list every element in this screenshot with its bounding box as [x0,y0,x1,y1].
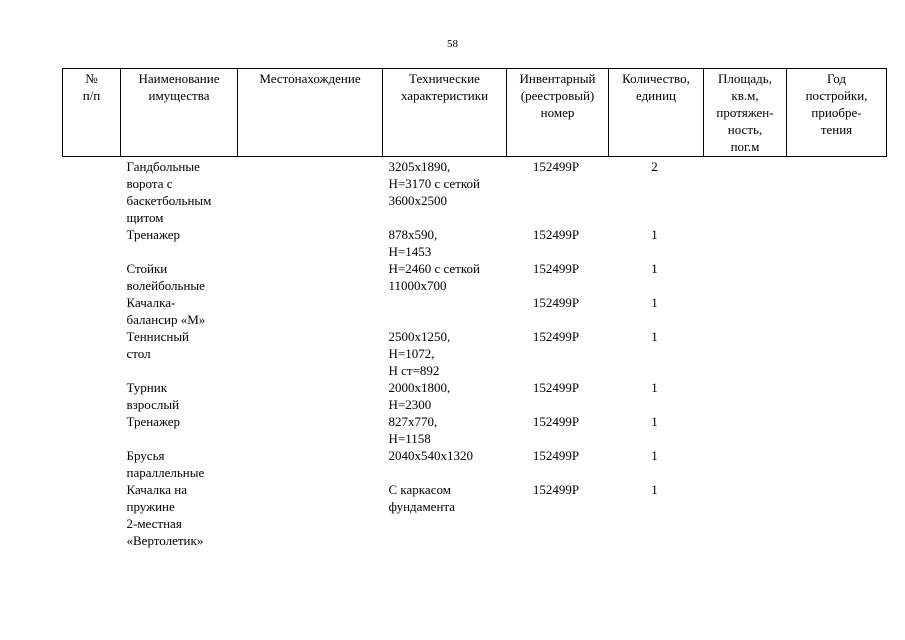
cell-location [238,328,383,379]
cell-location [238,447,383,481]
cell-area [704,379,787,413]
cell-number [63,294,121,328]
cell-quantity: 2 [651,159,658,174]
cell-specs: 878x590, H=1453 [388,227,438,259]
cell-number [63,157,121,227]
cell-inventory: 152499Р [532,159,580,174]
table-header-row [63,69,887,157]
cell-name: Стойки волейбольные [126,261,205,293]
cell-location [238,157,383,227]
header-area: Площадь, кв.м, протяжен- ность, пог.м [704,69,787,157]
table-row [63,379,887,413]
cell-year [787,379,887,413]
cell-year [787,481,887,549]
cell-name: Гандбольные ворота с баскетбольным щитом [126,159,212,225]
table-row [63,260,887,294]
cell-year [787,328,887,379]
property-table [62,68,887,549]
cell-name: Качалка- балансир «М» [126,295,206,327]
header-number: № п/п [63,69,121,157]
header-year: Год постройки, приобре- тения [787,69,887,157]
cell-specs [383,294,507,328]
cell-number [63,413,121,447]
table-body [63,157,887,550]
cell-area [704,413,787,447]
cell-inventory: 152499Р [532,414,580,429]
header-name: Наименование имущества [121,69,238,157]
cell-area [704,226,787,260]
cell-number [63,447,121,481]
cell-name: Тренажер [126,414,181,429]
header-quantity: Количество, единиц [609,69,704,157]
cell-number [63,481,121,549]
cell-quantity: 1 [651,414,658,429]
cell-name: Тренажер [126,227,181,242]
cell-number [63,226,121,260]
cell-year [787,447,887,481]
table-row [63,481,887,549]
cell-year [787,413,887,447]
cell-location [238,379,383,413]
cell-inventory: 152499Р [532,261,580,276]
cell-year [787,294,887,328]
cell-name: Качалка на пружине 2-местная «Вертолетик» [126,482,204,548]
cell-quantity: 1 [651,380,658,395]
cell-specs: H=2460 с сеткой 11000x700 [388,261,480,293]
cell-inventory: 152499Р [532,295,580,310]
cell-specs: 2000x1800, H=2300 [388,380,451,412]
cell-inventory: 152499Р [532,380,580,395]
cell-year [787,157,887,227]
cell-quantity: 1 [651,295,658,310]
cell-inventory: 152499Р [532,448,580,463]
cell-year [787,226,887,260]
cell-area [704,157,787,227]
table-row [63,157,887,227]
cell-specs: 827x770, H=1158 [388,414,438,446]
cell-year [787,260,887,294]
cell-specs: 3205x1890, H=3170 с сеткой 3600x2500 [388,159,480,208]
cell-quantity: 1 [651,227,658,242]
cell-location [238,481,383,549]
cell-inventory: 152499Р [532,329,580,344]
table-row [63,226,887,260]
cell-area [704,447,787,481]
cell-name: Теннисный стол [126,329,190,361]
cell-location [238,294,383,328]
cell-quantity: 1 [651,329,658,344]
cell-name: Брусья параллельные [126,448,205,480]
cell-name: Турник взрослый [126,380,180,412]
table-row [63,447,887,481]
table-row [63,413,887,447]
cell-quantity: 1 [651,448,658,463]
page-number: 58 [447,38,458,50]
cell-location [238,226,383,260]
cell-area [704,481,787,549]
cell-quantity: 1 [651,482,658,497]
table-row [63,294,887,328]
header-location: Местонахождение [238,69,383,157]
cell-number [63,379,121,413]
cell-area [704,260,787,294]
cell-number [63,328,121,379]
cell-specs: 2040x540x1320 [388,448,473,463]
cell-area [704,328,787,379]
cell-quantity: 1 [651,261,658,276]
cell-location [238,260,383,294]
cell-location [238,413,383,447]
cell-specs: 2500x1250, H=1072, H ст=892 [388,329,451,378]
cell-inventory: 152499Р [532,482,580,497]
table-row [63,328,887,379]
cell-number [63,260,121,294]
cell-specs: С каркасом фундамента [388,482,456,514]
cell-area [704,294,787,328]
header-inventory: Инвентарный (реестровый) номер [507,69,609,157]
header-specs: Технические характеристики [383,69,507,157]
cell-inventory: 152499Р [532,227,580,242]
